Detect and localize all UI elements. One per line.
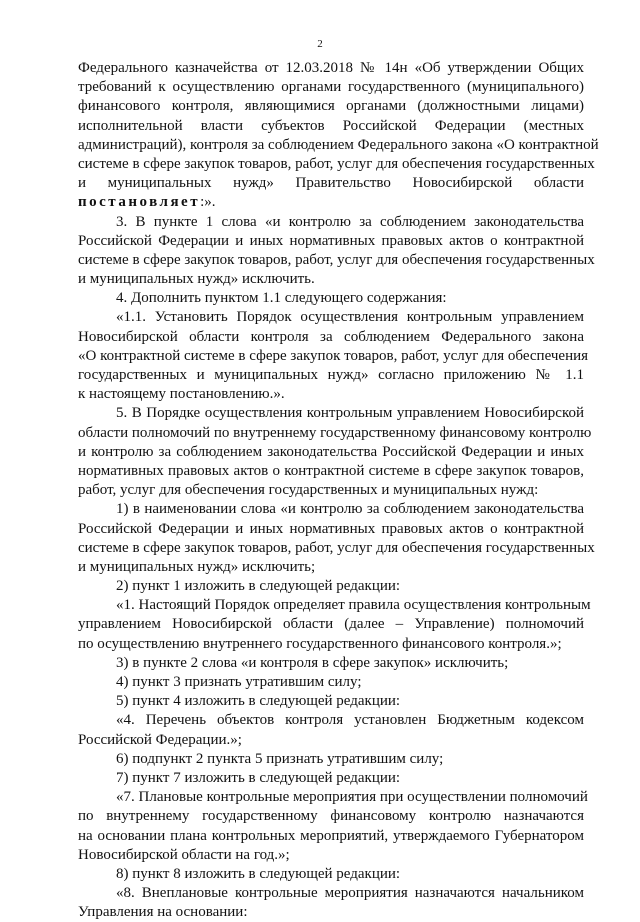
text-line: системе в сфере закупок товаров, работ, услуг для обеспечения государственных xyxy=(78,251,595,268)
text-line: по осуществлению внутреннего государственного финансового контроля.»; xyxy=(78,635,562,652)
text-line: «1. Настоящий Порядок определяет правила осуществления контрольным xyxy=(116,597,591,614)
text-line xyxy=(78,193,584,212)
text-line: «4. Перечень объектов контроля установлен Бюджетным кодексом xyxy=(116,712,584,729)
text-line: 5) пункт 4 изложить в следующей редакции: xyxy=(116,693,401,710)
text-line: и муниципальных нужд» исключить; xyxy=(78,558,316,575)
text-line: государственных и муниципальных нужд» согласно приложению № 1.1 xyxy=(78,367,584,383)
text-line: 1) в наименовании слова «и контролю за соблюдением законодательства xyxy=(116,501,584,518)
text-line: администраций), контроля за соблюдением Федерального закона «О контрактной xyxy=(78,136,599,153)
text-line: 3. В пункте 1 слова «и контролю за соблюдением законодательства xyxy=(116,213,584,230)
text-line: управлением Новосибирской области (далее – Управление) полномочий xyxy=(78,616,584,633)
text-line: на основании плана контрольных мероприятий, утверждаемого Губернатором xyxy=(78,827,584,844)
text-line: 8) пункт 8 изложить в следующей редакции: xyxy=(116,865,401,882)
text-line: Новосибирской области контроля за соблюдением Федерального закона xyxy=(78,328,584,345)
text-line: финансового контроля, являющимися органами (должностными лицами) xyxy=(78,98,584,115)
text-line: Управления на основании: xyxy=(78,904,248,921)
text-line: Федерального казначейства от 12.03.2018 № 14н «Об утверждении Общих xyxy=(78,60,584,76)
text-line: 3) в пункте 2 слова «и контроля в сфере закупок» исключить; xyxy=(116,654,509,671)
text-line: системе в сфере закупок товаров, работ, услуг для обеспечения государственных xyxy=(78,539,595,556)
text-line: 4) пункт 3 признать утратившим силу; xyxy=(116,674,362,690)
text-line: требований к осуществлению органами государственного (муниципального) xyxy=(78,79,584,96)
text-line: по внутреннему государственному финансовому контролю назначаются xyxy=(78,808,584,825)
text-line: Новосибирской области на год.»; xyxy=(78,846,290,863)
document-body xyxy=(78,59,599,922)
text-line: исполнительной власти субъектов Российской Федерации (местных xyxy=(78,117,584,134)
text-line: к настоящему постановлению.». xyxy=(78,386,285,403)
text-line: работ, услуг для обеспечения государственных и муниципальных нужд: xyxy=(78,482,539,499)
text-line: и муниципальных нужд» Правительство Новосибирской области xyxy=(78,175,584,192)
text-line: 2) пункт 1 изложить в следующей редакции: xyxy=(116,578,401,595)
text-line: «1.1. Установить Порядок осуществления контрольным управлением xyxy=(116,309,584,326)
text-line: и муниципальных нужд» исключить. xyxy=(78,271,315,288)
page-number: 2 xyxy=(317,38,323,50)
text-line: «7. Плановые контрольные мероприятия при осуществлении полномочий xyxy=(116,789,588,806)
bold-decree-word: постановляет xyxy=(78,194,201,211)
line-suffix: :». xyxy=(200,194,216,211)
text-line: 7) пункт 7 изложить в следующей редакции: xyxy=(116,769,401,786)
text-line: Российской Федерации и иных нормативных правовых актов о контрактной xyxy=(78,232,584,249)
text-line: области полномочий по внутреннему государственному финансовому контролю xyxy=(78,424,592,441)
text-line: Российской Федерации.»; xyxy=(78,731,242,748)
text-line: «8. Внеплановые контрольные мероприятия назначаются начальником xyxy=(116,885,584,902)
text-line: Российской Федерации и иных нормативных правовых актов о контрактной xyxy=(78,520,584,537)
text-line: 6) подпункт 2 пункта 5 признать утратившим силу; xyxy=(116,750,444,767)
text-line: нормативных правовых актов о контрактной системе в сфере закупок товаров, xyxy=(78,462,584,479)
text-line: «О контрактной системе в сфере закупок товаров, работ, услуг для обеспечения xyxy=(78,347,589,364)
text-line: и контролю за соблюдением законодательства Российской Федерации и иных xyxy=(78,443,584,460)
text-line: 4. Дополнить пунктом 1.1 следующего содержания: xyxy=(116,290,447,307)
text-line: 5. В Порядке осуществления контрольным управлением Новосибирской xyxy=(116,405,584,422)
text-line: системе в сфере закупок товаров, работ, услуг для обеспечения государственных xyxy=(78,155,595,172)
